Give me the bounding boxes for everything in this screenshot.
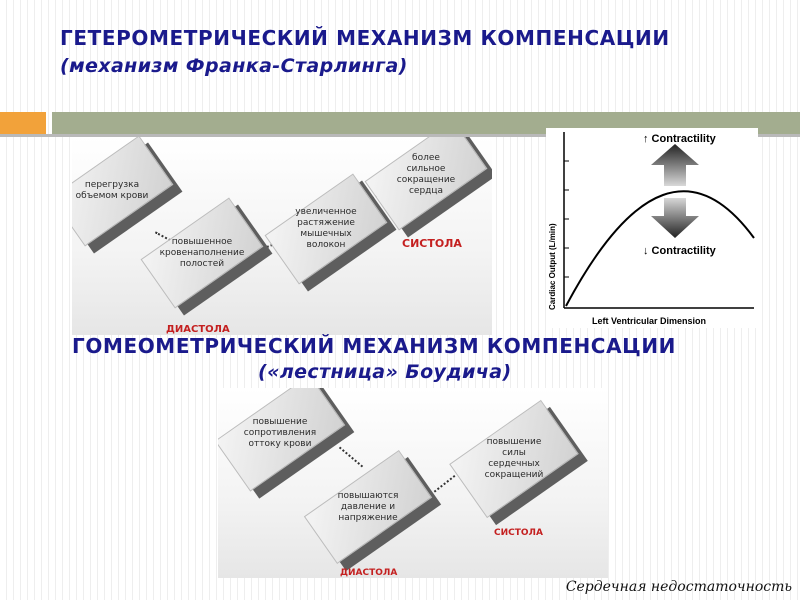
flow-box-stronger-contraction [372,145,480,205]
flow-box-label: повышаются давление и напряжение [337,490,399,523]
chart-label-down: ↓ Contractility [643,245,716,257]
flow-box-label: увеличенное растяжение мышечных волокон [295,207,357,250]
decor-bar-orange [0,112,46,134]
chart-y-label: Cardiac Output (L/min) [548,223,557,310]
slide-subtitle-frank-starling: (механизм Франка-Старлинга) [60,55,408,77]
phase-label-systole: СИСТОЛА [402,237,462,250]
flow-box-outflow-resistance [222,402,338,464]
contractility-up-arrow [651,144,699,186]
connector-dots [339,447,363,468]
flow-box-label: повышение силы сердечных сокращений [484,437,544,480]
contractility-down-arrow [651,198,699,238]
phase-label-diastole: ДИАСТОЛА [340,568,398,578]
flow-box-fiber-stretch [272,199,380,259]
footer-caption: Сердечная недостаточность [565,579,792,595]
flow-box-contraction-force [458,426,570,492]
flow-box-pressure-tension [310,478,426,536]
frank-starling-diagram [72,137,492,335]
slide-title-homeometric: ГОМЕОМЕТРИЧЕСКИЙ МЕХАНИЗМ КОМПЕНСАЦИИ [72,334,676,358]
bowditch-diagram [218,388,608,578]
flow-box-label: перегрузка объемом крови [75,180,149,201]
phase-label-diastole: ДИАСТОЛА [166,324,230,335]
phase-label-systole: СИСТОЛА [494,528,543,538]
frank-starling-chart [546,128,758,328]
flow-box-increased-filling [148,223,256,283]
flow-box-label: повышение сопротивления оттоку крови [243,416,317,449]
slide-subtitle-bowditch: («лестница» Боудича) [258,361,512,383]
flow-box-volume-overload [72,161,166,221]
flow-box-label: повышенное кровенаполнение полостей [159,236,245,269]
flow-box-label: более сильное сокращение сердца [396,153,456,196]
connector-dots [431,475,456,495]
chart-label-up: ↑ Contractility [643,133,716,145]
slide-title-heterometric: ГЕТЕРОМЕТРИЧЕСКИЙ МЕХАНИЗМ КОМПЕНСАЦИИ [60,26,670,50]
chart-x-label: Left Ventricular Dimension [592,316,707,326]
